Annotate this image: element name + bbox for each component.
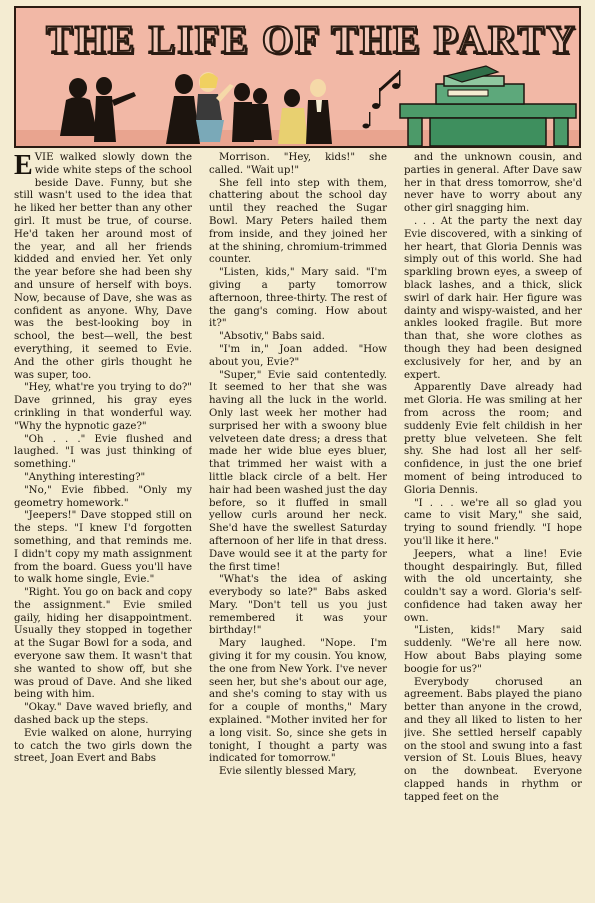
paragraph — [209, 152, 387, 178]
paragraph — [404, 677, 582, 805]
paragraph-text: "No," Evie fibbed. "Only my geometry homework." — [14, 484, 192, 509]
music-notes-icon — [363, 70, 401, 129]
paragraph — [404, 152, 582, 216]
paragraph-text: "What's the idea of asking everybody so late?" Babs asked Mary. "Don't tell us you just remembered it was your birthday!" — [209, 574, 387, 637]
paragraph — [404, 216, 582, 382]
paragraph — [14, 152, 192, 382]
story-title: THE LIFE OF THE PARTY — [46, 17, 578, 62]
paragraph — [14, 510, 192, 587]
paragraph-text: "Absotiv," Babs said. — [219, 331, 325, 343]
paragraph-text: Evie walked on alone, hurrying to catch the two girls down the street, Joan Evert and Babs — [14, 727, 192, 765]
paragraph — [14, 472, 192, 485]
paragraph — [404, 382, 582, 497]
paragraph-text: She fell into step with them, chattering about the school day until they reached the Sugar Bowl. Mary Peters hailed them from inside, and they joined her at the shining, chromium-trimmed counter. — [209, 177, 387, 266]
paragraph — [14, 382, 192, 433]
paragraph-text: "Right. You go on back and copy the assignment." Evie smiled gaily, hiding her disappointment. Usually they stopped in together at the Sugar Bowl for a soda, and everyone saw them. It wasn't that she wanted to show off, but she was proud of Dave. And she liked being with him. — [14, 587, 192, 701]
paragraph — [209, 370, 387, 575]
paragraph — [209, 766, 387, 779]
paragraph — [209, 344, 387, 370]
paragraph — [14, 728, 192, 766]
text-column-3 — [404, 152, 582, 897]
paragraph-text: "I . . . we're all so glad you came to visit Mary," she said, trying to sound friendly. "I hope you'll like it here." — [404, 497, 582, 547]
paragraph-text: "Listen, kids," Mary said. "I'm giving a party tomorrow afternoon, three-thirty. The rest of the gang's coming. How about it?" — [209, 267, 387, 330]
paragraph-text: "Super," Evie said contentedly. It seemed to her that she was having all the luck in the world. Only last week her mother had surprised her with a swoony blue velveteen date dress; a dress that made her wide blue eyes bluer, that trimmed her waist with a little black circle of a belt. Her hair had been washed just the day before, so it fluffed in small yellow curls around her neck. She'd have the swellest Saturday afternoon of her life in that dress. Dave would see it at the party for the first time! — [209, 369, 387, 573]
title-banner — [14, 6, 581, 148]
paragraph-text: "I'm in," Joan added. "How about you, Evie?" — [209, 343, 387, 368]
article-body — [14, 152, 582, 897]
paragraph — [404, 498, 582, 549]
dancing-couple-4 — [278, 79, 332, 144]
paragraph-text: "Hey, what're you trying to do?" Dave grinned, his gray eyes crinkling in that wonderful way. "Why the hypnotic gaze?" — [14, 382, 192, 432]
paragraph-text: "Listen, kids!" Mary said suddenly. "We're all here now. How about Babs playing some boogie for us?" — [404, 625, 582, 675]
paragraph-text: and the unknown cousin, and parties in general. After Dave saw her in that dress tomorrow, she'd never have to worry about any other girl snagging him. — [404, 152, 582, 215]
paragraph — [209, 178, 387, 268]
paragraph — [14, 434, 192, 472]
paragraph — [209, 267, 387, 331]
paragraph-text: Mary laughed. "Nope. I'm giving it for my cousin. You know, the one from New York. I've never seen her, but she's about our age, and she's coming to stay with us for a couple of months," Mary explained. "Mother invited her for a long visit. So, since she gets in tonight, I thought a party was indicated for tomorrow." — [209, 638, 387, 765]
text-column-2 — [209, 152, 387, 897]
paragraph-text: Apparently Dave already had met Gloria. He was smiling at her from across the room; and suddenly Evie felt childish in her pretty blue velveteen. She felt shy. She had lost all her self-confidence, in just the one brief moment of being introduced to Gloria Dennis. — [404, 382, 582, 496]
paragraph — [404, 549, 582, 626]
paragraph — [14, 702, 192, 728]
paragraph-text: Everybody chorused an agreement. Babs played the piano better than anyone in the crowd, and they all liked to listen to her jive. She settled herself capably on the stool and swung into a fast version of St. Louis Blues, heavy on the downbeat. Everyone clapped hands in rhythm or tapped feet on the — [404, 676, 582, 803]
paragraph-text: . . . At the party the next day Evie discovered, with a sinking of her heart, that Gloria Dennis was simply out of this world. She had sparkling brown eyes, a sweep of black lashes, and a thick, slick swirl of dark hair. Her figure was dainty and wispy-waisted, and her ankles looked fragile. But more than that, she wore clothes as though they had been designed exclusively for her, and by an expert. — [404, 215, 582, 381]
paragraph — [14, 587, 192, 702]
paragraph-text: Evie silently blessed Mary, — [219, 766, 357, 778]
paragraph — [14, 485, 192, 511]
paragraph-text: "Oh . . ." Evie flushed and laughed. "I was just thinking of something." — [14, 433, 192, 471]
paragraph-text: "Okay." Dave waved briefly, and dashed back up the steps. — [14, 702, 192, 727]
paragraph-text: VIE walked slowly down the wide white steps of the school beside Dave. Funny, but she still wasn't used to the idea that he liked her better than any other girl. It must be true, of course. He'd taken her around most of the year, and all her friends kidded and envied her. Yet only the year before she had been shy and unsure of herself with boys. Now, because of Dave, she was as confident as anyone. Why, Dave was the best-looking boy in school, the best—well, the best everything, it seemed to Evie. And the other girls thought he was super, too. — [14, 152, 192, 381]
drop-cap: E — [14, 152, 33, 181]
paragraph — [404, 625, 582, 676]
paragraph-text: "Jeepers!" Dave stopped still on the steps. "I knew I'd forgotten something, and that reminds me. I didn't copy my math assignment from the board. Guess you'll have to walk home single, Evie." — [14, 510, 192, 586]
paragraph — [209, 331, 387, 344]
dancing-couple-silhouette-3 — [232, 83, 272, 142]
paragraph-text: "Anything interesting?" — [24, 471, 146, 483]
paragraph-text: Morrison. "Hey, kids!" she called. "Wait up!" — [209, 152, 387, 176]
paragraph — [209, 638, 387, 766]
paragraph — [209, 574, 387, 638]
paragraph-text: Jeepers, what a line! Evie thought despairingly. But, filled with the old uncertainty, she couldn't say a word. Gloria's self-confidence had taken away her own. — [404, 548, 582, 624]
text-column-1 — [14, 152, 192, 897]
